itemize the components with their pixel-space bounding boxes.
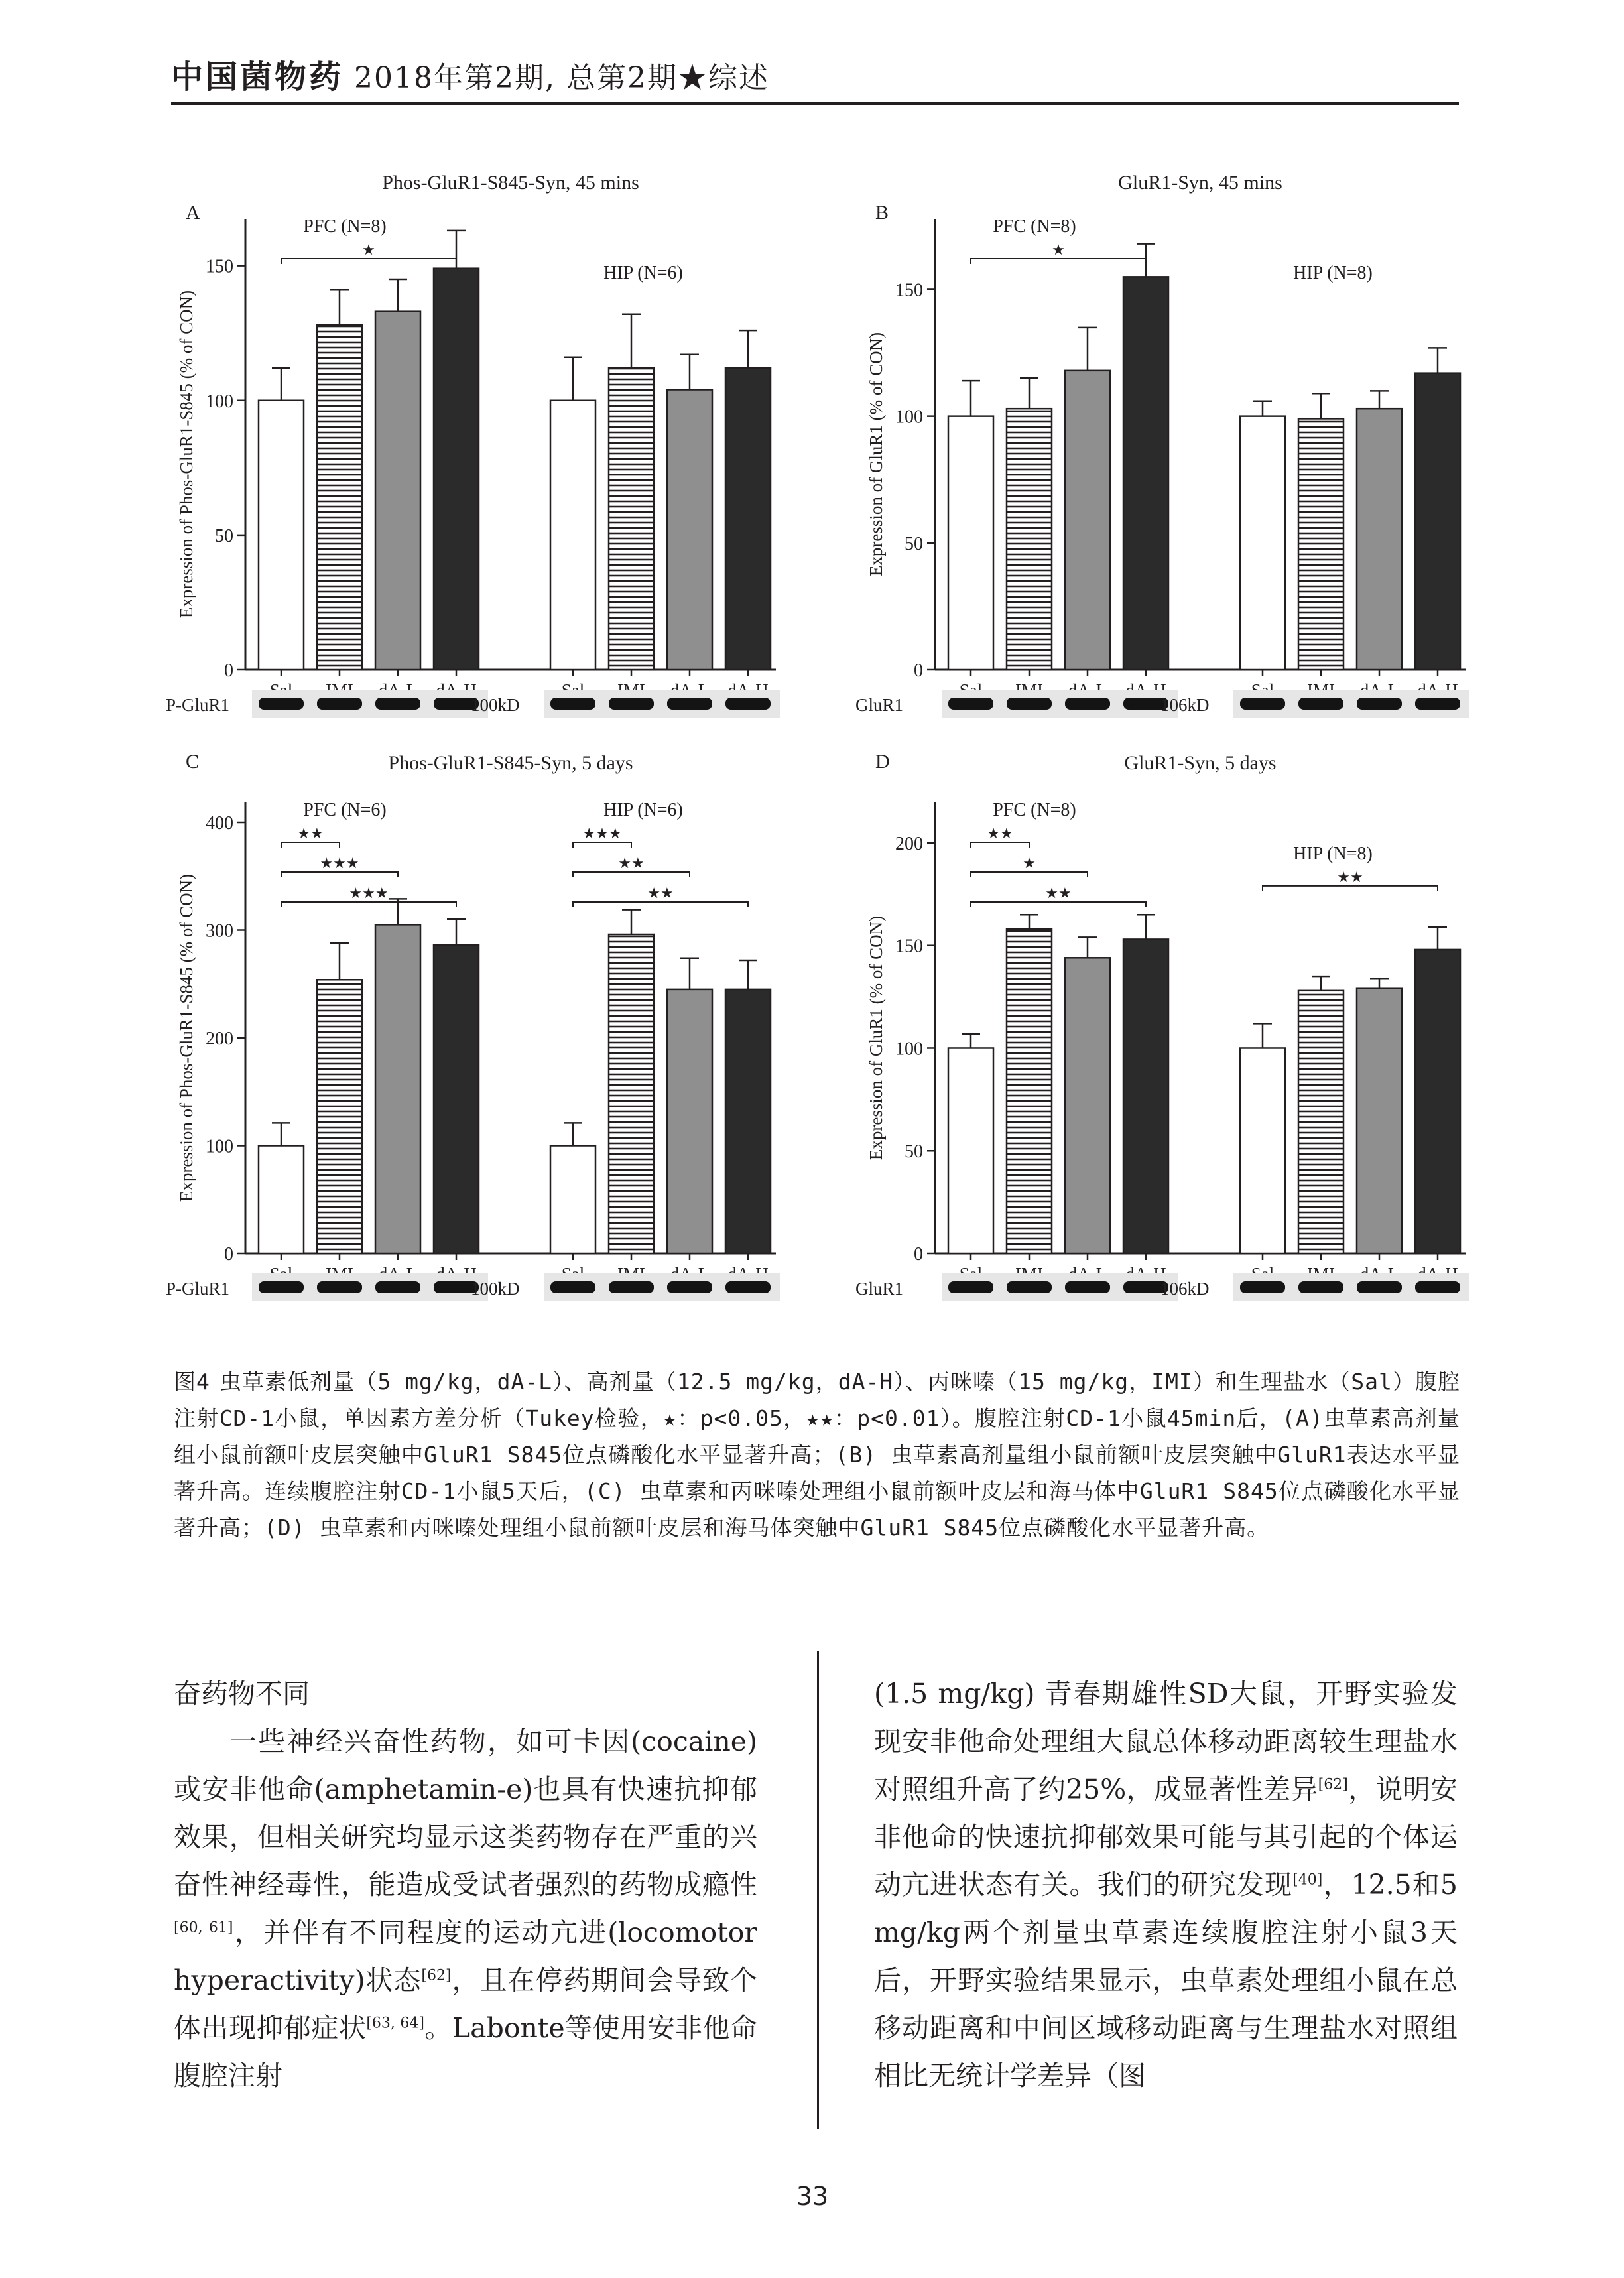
- significance-bracket: [281, 259, 456, 264]
- bar: [667, 390, 712, 670]
- caption-label: 图4: [174, 1369, 210, 1395]
- bar: [1240, 1048, 1285, 1253]
- bar: [1123, 939, 1168, 1253]
- blot-band: [1415, 698, 1460, 710]
- ref-60-61[interactable]: [60, 61]: [174, 1919, 233, 1936]
- chart-title: Phos-GluR1-S845-Syn, 45 mins: [382, 172, 639, 194]
- ref-63-64[interactable]: [63, 64]: [366, 2015, 424, 2032]
- blot-band: [725, 698, 771, 710]
- bar: [1415, 950, 1460, 1253]
- significance-mark: ★★: [1045, 885, 1072, 902]
- blot-band: [259, 1281, 304, 1293]
- group-label: PFC (N=8): [303, 216, 387, 237]
- significance-bracket: [971, 259, 1146, 264]
- right-text-1: (1.5 mg/kg) 青春期雄性SD大鼠，开野实验发现安非他命处理组大鼠总体移动距离较生理盐水对照组升高了约25%，成显著性差异: [874, 1678, 1458, 1805]
- header-rule: [171, 102, 1459, 105]
- panel-c: [166, 743, 816, 1320]
- left-paragraph: [174, 1718, 757, 2100]
- blot-band: [375, 698, 420, 710]
- y-tick-label: 150: [895, 936, 923, 957]
- group-label: HIP (N=6): [603, 800, 683, 820]
- bar: [1123, 277, 1168, 670]
- group-label: HIP (N=6): [603, 263, 683, 283]
- significance-bracket: [281, 842, 340, 848]
- bar: [1240, 416, 1285, 670]
- panel-letter: C: [186, 751, 200, 773]
- right-text-2: ，说明安非他命的快速抗抑郁效果可能与其引起的个体运动亢进状态有关。我们的研究发现: [874, 1773, 1458, 1901]
- significance-mark: ★: [362, 242, 375, 259]
- significance-bracket: [573, 902, 748, 907]
- issue-info: 2018年第2期, 总第2期★综述: [354, 61, 769, 95]
- blot-band: [948, 1281, 993, 1293]
- blot-label: GluR1: [855, 695, 904, 715]
- blot-kd-label: 106kD: [1160, 1279, 1210, 1298]
- y-tick-label: 0: [914, 661, 923, 681]
- bar: [259, 401, 304, 670]
- blot-band: [550, 1281, 595, 1293]
- y-axis-label: Expression of Phos-GluR1-S845 (% of CON): [176, 290, 196, 619]
- y-axis-label: Expression of Phos-GluR1-S845 (% of CON): [176, 873, 196, 1202]
- blot-label: P-GluR1: [166, 1279, 230, 1298]
- group-label: HIP (N=8): [1293, 263, 1373, 283]
- bar: [434, 269, 479, 670]
- blot-kd-label: 106kD: [1160, 695, 1210, 715]
- blot-band: [1007, 698, 1052, 710]
- bar: [550, 1146, 595, 1254]
- y-tick-label: 100: [895, 1039, 923, 1060]
- blot-band: [375, 1281, 420, 1293]
- blot-band: [1007, 1281, 1052, 1293]
- right-paragraph: [874, 1670, 1458, 2100]
- blot-band: [259, 698, 304, 710]
- significance-mark: ★★★: [320, 855, 359, 872]
- blot-band: [550, 698, 595, 710]
- y-axis-label: Expression of GluR1 (% of CON): [866, 332, 886, 577]
- column-divider: [817, 1651, 819, 2129]
- y-tick-label: 0: [914, 1244, 923, 1265]
- panel-letter: B: [875, 202, 889, 223]
- chart-d: [855, 743, 1505, 1320]
- significance-bracket: [573, 842, 631, 848]
- chart-title: GluR1-Syn, 5 days: [1124, 752, 1277, 774]
- significance-bracket: [971, 842, 1029, 848]
- y-tick-label: 0: [224, 661, 233, 681]
- group-label: PFC (N=8): [993, 216, 1076, 237]
- bar: [1065, 958, 1110, 1253]
- bar: [948, 1048, 993, 1253]
- right-column: [874, 1670, 1458, 2100]
- chart-c: [166, 743, 816, 1320]
- blot-band: [317, 1281, 362, 1293]
- y-tick-label: 200: [895, 833, 923, 854]
- bar: [1298, 991, 1343, 1253]
- blot-band: [609, 1281, 654, 1293]
- y-tick-label: 200: [206, 1029, 233, 1049]
- chart-title: GluR1-Syn, 45 mins: [1118, 172, 1282, 194]
- blot-band: [725, 1281, 771, 1293]
- caption-text: 虫草素低剂量（5 mg/kg，dA-L）、高剂量（12.5 mg/kg，dA-H）、丙咪嗪（15 mg/kg，IMI）和生理盐水（Sal）腹腔注射CD-1小鼠，单因素方差分析（Tukey检验，★：p<0.05，★★：p<0.01）。腹腔注射CD-1小鼠45min后，(A)虫草素高剂量组小鼠前额叶皮层突触中GluR1 S845位点磷酸化水平显著升高；(B) 虫草素高剂量组小鼠前额叶皮层突触中GluR1表达水平显著升高。连续腹腔注射CD-1小鼠5天后，(C) 虫草素和丙咪嗪处理组小鼠前额叶皮层和海马体中GluR1 S845位点磷酸化水平显著升高；(D) 虫草素和丙咪嗪处理组小鼠前额叶皮层和海马体突触中GluR1 S845位点磷酸化水平显著升高。: [174, 1369, 1460, 1541]
- bar: [434, 945, 479, 1253]
- y-tick-label: 100: [206, 391, 233, 412]
- left-text-4: 。Labonte等使用安非他命腹腔注射: [174, 2012, 758, 2092]
- blot-band: [1298, 698, 1343, 710]
- y-tick-label: 50: [905, 1141, 923, 1163]
- figure-4: [166, 159, 1466, 1313]
- y-tick-label: 150: [206, 256, 233, 277]
- blot-band: [1240, 698, 1285, 710]
- blot-band: [1240, 1281, 1285, 1293]
- blot-kd-label: 100kD: [471, 695, 520, 715]
- y-tick-label: 50: [215, 525, 233, 546]
- significance-mark: ★★: [297, 826, 324, 842]
- blot-band: [1415, 1281, 1460, 1293]
- panel-b: [855, 159, 1505, 736]
- y-tick-label: 50: [905, 533, 923, 554]
- bar: [375, 924, 420, 1253]
- right-text-3: ，12.5和5 mg/kg两个剂量虫草素连续腹腔注射小鼠3天后，开野实验结果显示，虫草素处理组小鼠在总移动距离和中间区域移动距离与生理盐水对照组相比无统计学差异（图: [874, 1869, 1458, 2092]
- significance-mark: ★★★: [349, 885, 389, 902]
- significance-mark: ★★: [618, 855, 645, 872]
- significance-mark: ★: [1023, 855, 1036, 872]
- y-tick-label: 100: [895, 407, 923, 428]
- ref-40[interactable]: [40]: [1292, 1871, 1323, 1889]
- bar: [1007, 929, 1052, 1253]
- panel-d: [855, 743, 1505, 1320]
- significance-bracket: [971, 872, 1088, 877]
- panel-a: [166, 159, 816, 736]
- y-tick-label: 300: [206, 920, 233, 942]
- bar: [1357, 409, 1402, 670]
- blot-band: [1357, 698, 1402, 710]
- bar: [609, 368, 654, 670]
- panel-letter: A: [186, 202, 200, 223]
- blot-band: [609, 698, 654, 710]
- y-tick-label: 0: [224, 1244, 233, 1265]
- section-tail: 奋药物不同: [174, 1678, 310, 1710]
- significance-mark: ★★: [647, 885, 674, 902]
- blot-band: [317, 698, 362, 710]
- left-text-2: ，并伴有不同程度的运动亢进(locomotor hyperactivity)状态: [174, 1917, 758, 1996]
- page-header: [171, 53, 1459, 101]
- left-text-1: 一些神经兴奋性药物，如可卡因(cocaine)或安非他命(amphetamin-e)也具有快速抗抑郁效果，但相关研究均显示这类药物存在严重的兴奋性神经毒性，能造成受试者强烈的药物成瘾性: [174, 1726, 757, 1901]
- bar: [609, 934, 654, 1253]
- y-tick-label: 400: [206, 813, 233, 834]
- ref-62[interactable]: [62]: [421, 1967, 452, 1984]
- bar: [1298, 418, 1343, 670]
- significance-bracket: [971, 902, 1146, 907]
- significance-bracket: [281, 902, 456, 907]
- chart-title: Phos-GluR1-S845-Syn, 5 days: [388, 752, 633, 774]
- blot-band: [667, 1281, 712, 1293]
- panel-letter: D: [875, 751, 890, 773]
- blot-label: P-GluR1: [166, 695, 230, 715]
- blot-label: GluR1: [855, 1279, 904, 1298]
- blot-band: [1298, 1281, 1343, 1293]
- chart-a: [166, 159, 816, 736]
- bar: [259, 1146, 304, 1254]
- journal-name: 中国菌物药: [171, 58, 344, 95]
- significance-mark: ★★: [987, 826, 1013, 842]
- blot-band: [667, 698, 712, 710]
- bar: [1415, 373, 1460, 670]
- y-tick-label: 100: [206, 1136, 233, 1157]
- left-text-3: ，且在停药期间会导致个体出现抑郁症状: [174, 1964, 757, 2044]
- blot-band: [1357, 1281, 1402, 1293]
- significance-mark: ★★★: [582, 826, 622, 842]
- significance-bracket: [573, 872, 690, 877]
- blot-band: [1065, 1281, 1110, 1293]
- y-tick-label: 150: [895, 280, 923, 301]
- bar: [317, 980, 362, 1253]
- bar: [317, 325, 362, 670]
- significance-bracket: [281, 872, 398, 877]
- group-label: PFC (N=8): [993, 800, 1076, 820]
- group-label: PFC (N=6): [303, 800, 387, 820]
- significance-bracket: [1263, 886, 1438, 891]
- blot-band: [948, 698, 993, 710]
- bar: [375, 312, 420, 670]
- bar: [725, 368, 771, 670]
- bar: [1065, 371, 1110, 670]
- ref-62-right[interactable]: [62]: [1318, 1776, 1348, 1793]
- blot-band: [1065, 698, 1110, 710]
- y-axis-label: Expression of GluR1 (% of CON): [866, 915, 886, 1161]
- blot-kd-label: 100kD: [471, 1279, 520, 1298]
- left-column: [174, 1670, 757, 2100]
- bar: [1007, 409, 1052, 670]
- figure-caption: [174, 1363, 1460, 1546]
- page-number: 33: [796, 2182, 829, 2211]
- bar: [948, 416, 993, 670]
- bar: [725, 989, 771, 1253]
- bar: [550, 401, 595, 670]
- significance-mark: ★★: [1337, 869, 1363, 886]
- bar: [1357, 989, 1402, 1253]
- group-label: HIP (N=8): [1293, 843, 1373, 864]
- significance-mark: ★: [1052, 242, 1065, 259]
- bar: [667, 989, 712, 1253]
- chart-b: [855, 159, 1505, 736]
